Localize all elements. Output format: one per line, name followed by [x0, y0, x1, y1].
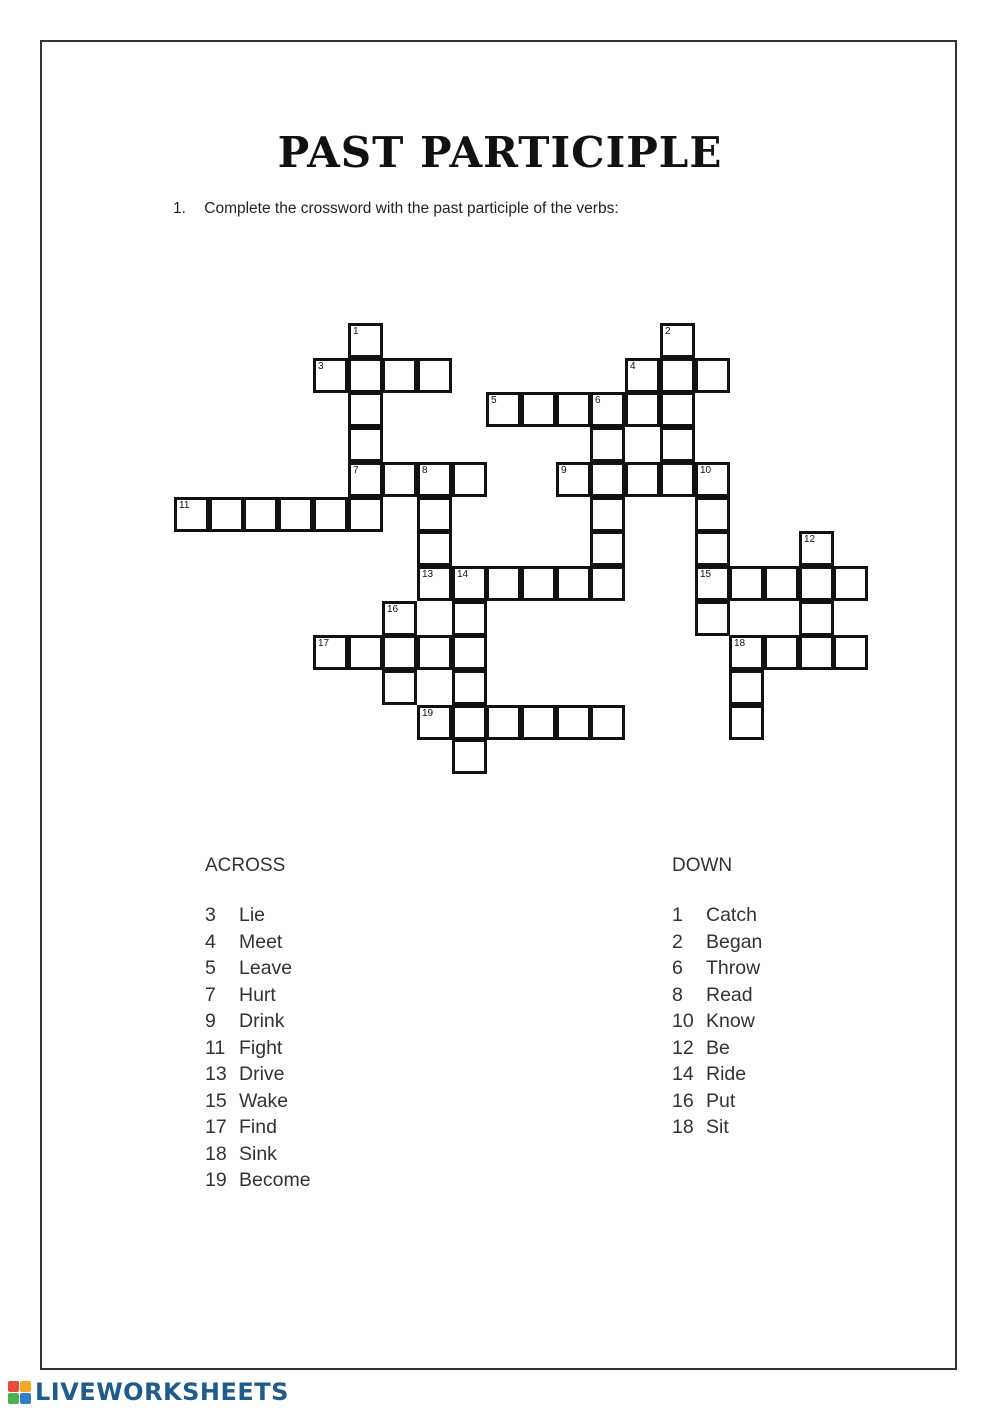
clue-number-label: 15 [700, 569, 712, 580]
clue-text: Leave [239, 957, 293, 979]
clue-number: 8 [672, 983, 683, 1006]
crossword-cell[interactable] [521, 566, 556, 601]
down-clue [672, 955, 762, 982]
crossword-cell[interactable] [313, 497, 348, 532]
crossword-cell[interactable] [799, 601, 834, 636]
across-clue [205, 1035, 311, 1062]
across-clue [205, 982, 311, 1009]
crossword-cell[interactable] [486, 566, 521, 601]
crossword-cell[interactable] [452, 739, 487, 774]
across-heading: ACROSS [205, 855, 286, 876]
down-clue [672, 1114, 762, 1141]
clue-number: 16 [672, 1089, 694, 1112]
crossword-cell[interactable] [556, 462, 591, 497]
across-clue [205, 902, 311, 929]
crossword-cell[interactable] [348, 635, 383, 670]
crossword-cell[interactable] [695, 497, 730, 532]
crossword-cell[interactable] [417, 358, 452, 393]
crossword-cell[interactable] [382, 462, 417, 497]
crossword-cell[interactable] [382, 635, 417, 670]
crossword-cell[interactable] [278, 497, 313, 532]
down-clue [672, 1088, 762, 1115]
crossword-cell[interactable] [695, 601, 730, 636]
clue-number-label: 10 [700, 465, 712, 476]
clue-text: Know [706, 1010, 755, 1032]
crossword-cell[interactable] [209, 497, 244, 532]
across-clue [205, 1061, 311, 1088]
brand-name: LIVEWORKSHEETS [35, 1378, 289, 1406]
instruction-text: Complete the crossword with the past participle of the verbs: [204, 200, 619, 217]
down-clue [672, 1035, 762, 1062]
crossword-cell[interactable] [590, 392, 625, 427]
crossword-cell[interactable] [452, 566, 487, 601]
across-clue [205, 1088, 311, 1115]
clue-number: 7 [205, 983, 216, 1006]
clue-text: Lie [239, 904, 266, 926]
clue-number: 18 [205, 1142, 227, 1165]
across-clue-list [205, 902, 311, 1194]
crossword-cell[interactable] [417, 497, 452, 532]
crossword-cell[interactable] [799, 566, 834, 601]
clue-number-label: 3 [318, 361, 324, 372]
crossword-cell[interactable] [348, 497, 383, 532]
clue-number: 11 [205, 1036, 226, 1059]
crossword-cell[interactable] [417, 566, 452, 601]
clue-number: 15 [205, 1089, 227, 1112]
crossword-cell[interactable] [625, 462, 660, 497]
crossword-cell[interactable] [833, 566, 868, 601]
crossword-cell[interactable] [799, 635, 834, 670]
footer-brand [8, 1378, 289, 1406]
logo-block [8, 1381, 19, 1392]
down-clue [672, 1008, 762, 1035]
crossword-cell[interactable] [590, 566, 625, 601]
crossword-cell[interactable] [764, 566, 799, 601]
crossword-cell[interactable] [417, 635, 452, 670]
crossword-cell[interactable] [348, 323, 383, 358]
across-clue [205, 1167, 311, 1194]
crossword-cell[interactable] [452, 635, 487, 670]
crossword-cell[interactable] [729, 635, 764, 670]
clue-number-label: 11 [179, 500, 190, 511]
crossword-cell[interactable] [417, 462, 452, 497]
clue-text: Meet [239, 930, 283, 953]
down-heading: DOWN [672, 855, 733, 876]
crossword-cell[interactable] [452, 705, 487, 740]
clue-text: Sink [239, 1142, 277, 1165]
clue-text: Be [706, 1036, 730, 1059]
across-clue [205, 929, 311, 956]
instruction-number: 1. [173, 200, 186, 217]
clue-text: Began [706, 930, 763, 953]
clue-number-label: 6 [595, 395, 601, 406]
clue-number: 1 [672, 904, 683, 926]
crossword-cell[interactable] [382, 670, 417, 705]
crossword-cell[interactable] [348, 427, 383, 462]
crossword-cell[interactable] [695, 566, 730, 601]
crossword-cell[interactable] [660, 427, 695, 462]
crossword-cell[interactable] [660, 462, 695, 497]
crossword-cell[interactable] [556, 392, 591, 427]
clue-text: Throw [706, 957, 761, 979]
clue-text: Hurt [239, 983, 276, 1006]
crossword-cell[interactable] [556, 566, 591, 601]
crossword-cell[interactable] [590, 705, 625, 740]
logo-block [20, 1393, 31, 1404]
down-clue-list [672, 902, 762, 1141]
logo-block [20, 1381, 31, 1392]
clue-number: 19 [205, 1169, 227, 1191]
crossword-cell[interactable] [660, 392, 695, 427]
crossword-cell[interactable] [452, 601, 487, 636]
page-title: PAST PARTICIPLE [277, 128, 723, 177]
crossword-cell[interactable] [695, 531, 730, 566]
clue-number-label: 16 [387, 604, 399, 615]
clue-number: 12 [672, 1036, 694, 1059]
crossword-cell[interactable] [590, 531, 625, 566]
clue-number: 18 [672, 1116, 694, 1138]
crossword-cell[interactable] [348, 392, 383, 427]
crossword-cell[interactable] [313, 358, 348, 393]
crossword-cell[interactable] [348, 462, 383, 497]
clue-text: Catch [706, 904, 757, 926]
crossword-cell[interactable] [521, 705, 556, 740]
clue-text: Find [239, 1116, 277, 1138]
clue-number-label: 14 [457, 569, 469, 580]
clue-number-label: 2 [665, 326, 671, 337]
crossword-cell[interactable] [590, 497, 625, 532]
logo-block [8, 1393, 19, 1404]
crossword-cell[interactable] [590, 427, 625, 462]
across-clue [205, 955, 311, 982]
across-clue [205, 1114, 311, 1141]
crossword-cell[interactable] [452, 670, 487, 705]
down-clue [672, 982, 762, 1009]
clue-text: Wake [239, 1089, 289, 1112]
clue-number-label: 19 [422, 708, 434, 719]
clue-text: Sit [706, 1116, 729, 1138]
crossword-cell[interactable] [486, 392, 521, 427]
down-clue [672, 929, 762, 956]
crossword-cell[interactable] [382, 601, 417, 636]
clue-number: 9 [205, 1010, 216, 1032]
clue-text: Fight [239, 1036, 283, 1059]
crossword-cell[interactable] [590, 462, 625, 497]
crossword-cell[interactable] [729, 670, 764, 705]
clue-number: 2 [672, 930, 683, 953]
clue-number: 3 [205, 904, 216, 926]
clue-number-label: 5 [491, 395, 497, 406]
crossword-cell[interactable] [521, 392, 556, 427]
crossword-cell[interactable] [729, 566, 764, 601]
crossword-cell[interactable] [625, 392, 660, 427]
clue-text: Drink [239, 1010, 285, 1032]
clue-text: Ride [706, 1063, 747, 1085]
instruction [173, 200, 619, 218]
liveworksheets-logo-icon [8, 1381, 31, 1404]
clue-number-label: 9 [561, 465, 567, 476]
clue-number-label: 7 [353, 465, 359, 476]
clue-number-label: 8 [422, 465, 428, 476]
clue-number: 14 [672, 1063, 694, 1085]
crossword-cell[interactable] [764, 635, 799, 670]
clue-number: 5 [205, 957, 216, 979]
clue-number-label: 17 [318, 638, 330, 649]
clue-number-label: 1 [353, 326, 359, 337]
crossword-cell[interactable] [833, 635, 868, 670]
crossword-cell[interactable] [417, 531, 452, 566]
clue-number-label: 18 [734, 638, 746, 649]
clue-text: Read [706, 983, 753, 1006]
crossword-cell[interactable] [243, 497, 278, 532]
crossword-cell[interactable] [556, 705, 591, 740]
across-clue [205, 1008, 311, 1035]
clue-text: Put [706, 1089, 736, 1112]
clue-text: Drive [239, 1063, 285, 1085]
clue-number: 17 [205, 1116, 227, 1138]
crossword-cell[interactable] [174, 497, 209, 532]
down-clue [672, 902, 762, 929]
clue-number: 6 [672, 957, 683, 979]
crossword-cell[interactable] [313, 635, 348, 670]
crossword-cell[interactable] [486, 705, 521, 740]
crossword-cell[interactable] [799, 531, 834, 566]
crossword-cell[interactable] [452, 462, 487, 497]
crossword-cell[interactable] [695, 462, 730, 497]
clue-number-label: 4 [630, 361, 636, 372]
clue-text: Become [239, 1169, 311, 1191]
crossword-cell[interactable] [625, 358, 660, 393]
clue-number-label: 13 [422, 569, 434, 580]
clue-number: 10 [672, 1010, 694, 1032]
crossword-cell[interactable] [729, 705, 764, 740]
clue-number: 13 [205, 1063, 227, 1085]
crossword-cell[interactable] [348, 358, 383, 393]
crossword-cell[interactable] [417, 705, 452, 740]
crossword-cell[interactable] [695, 358, 730, 393]
across-clue [205, 1141, 311, 1168]
clue-number-label: 12 [804, 534, 816, 545]
crossword-cell[interactable] [660, 358, 695, 393]
clue-number: 4 [205, 930, 216, 953]
crossword-cell[interactable] [382, 358, 417, 393]
down-clue [672, 1061, 762, 1088]
crossword-cell[interactable] [660, 323, 695, 358]
